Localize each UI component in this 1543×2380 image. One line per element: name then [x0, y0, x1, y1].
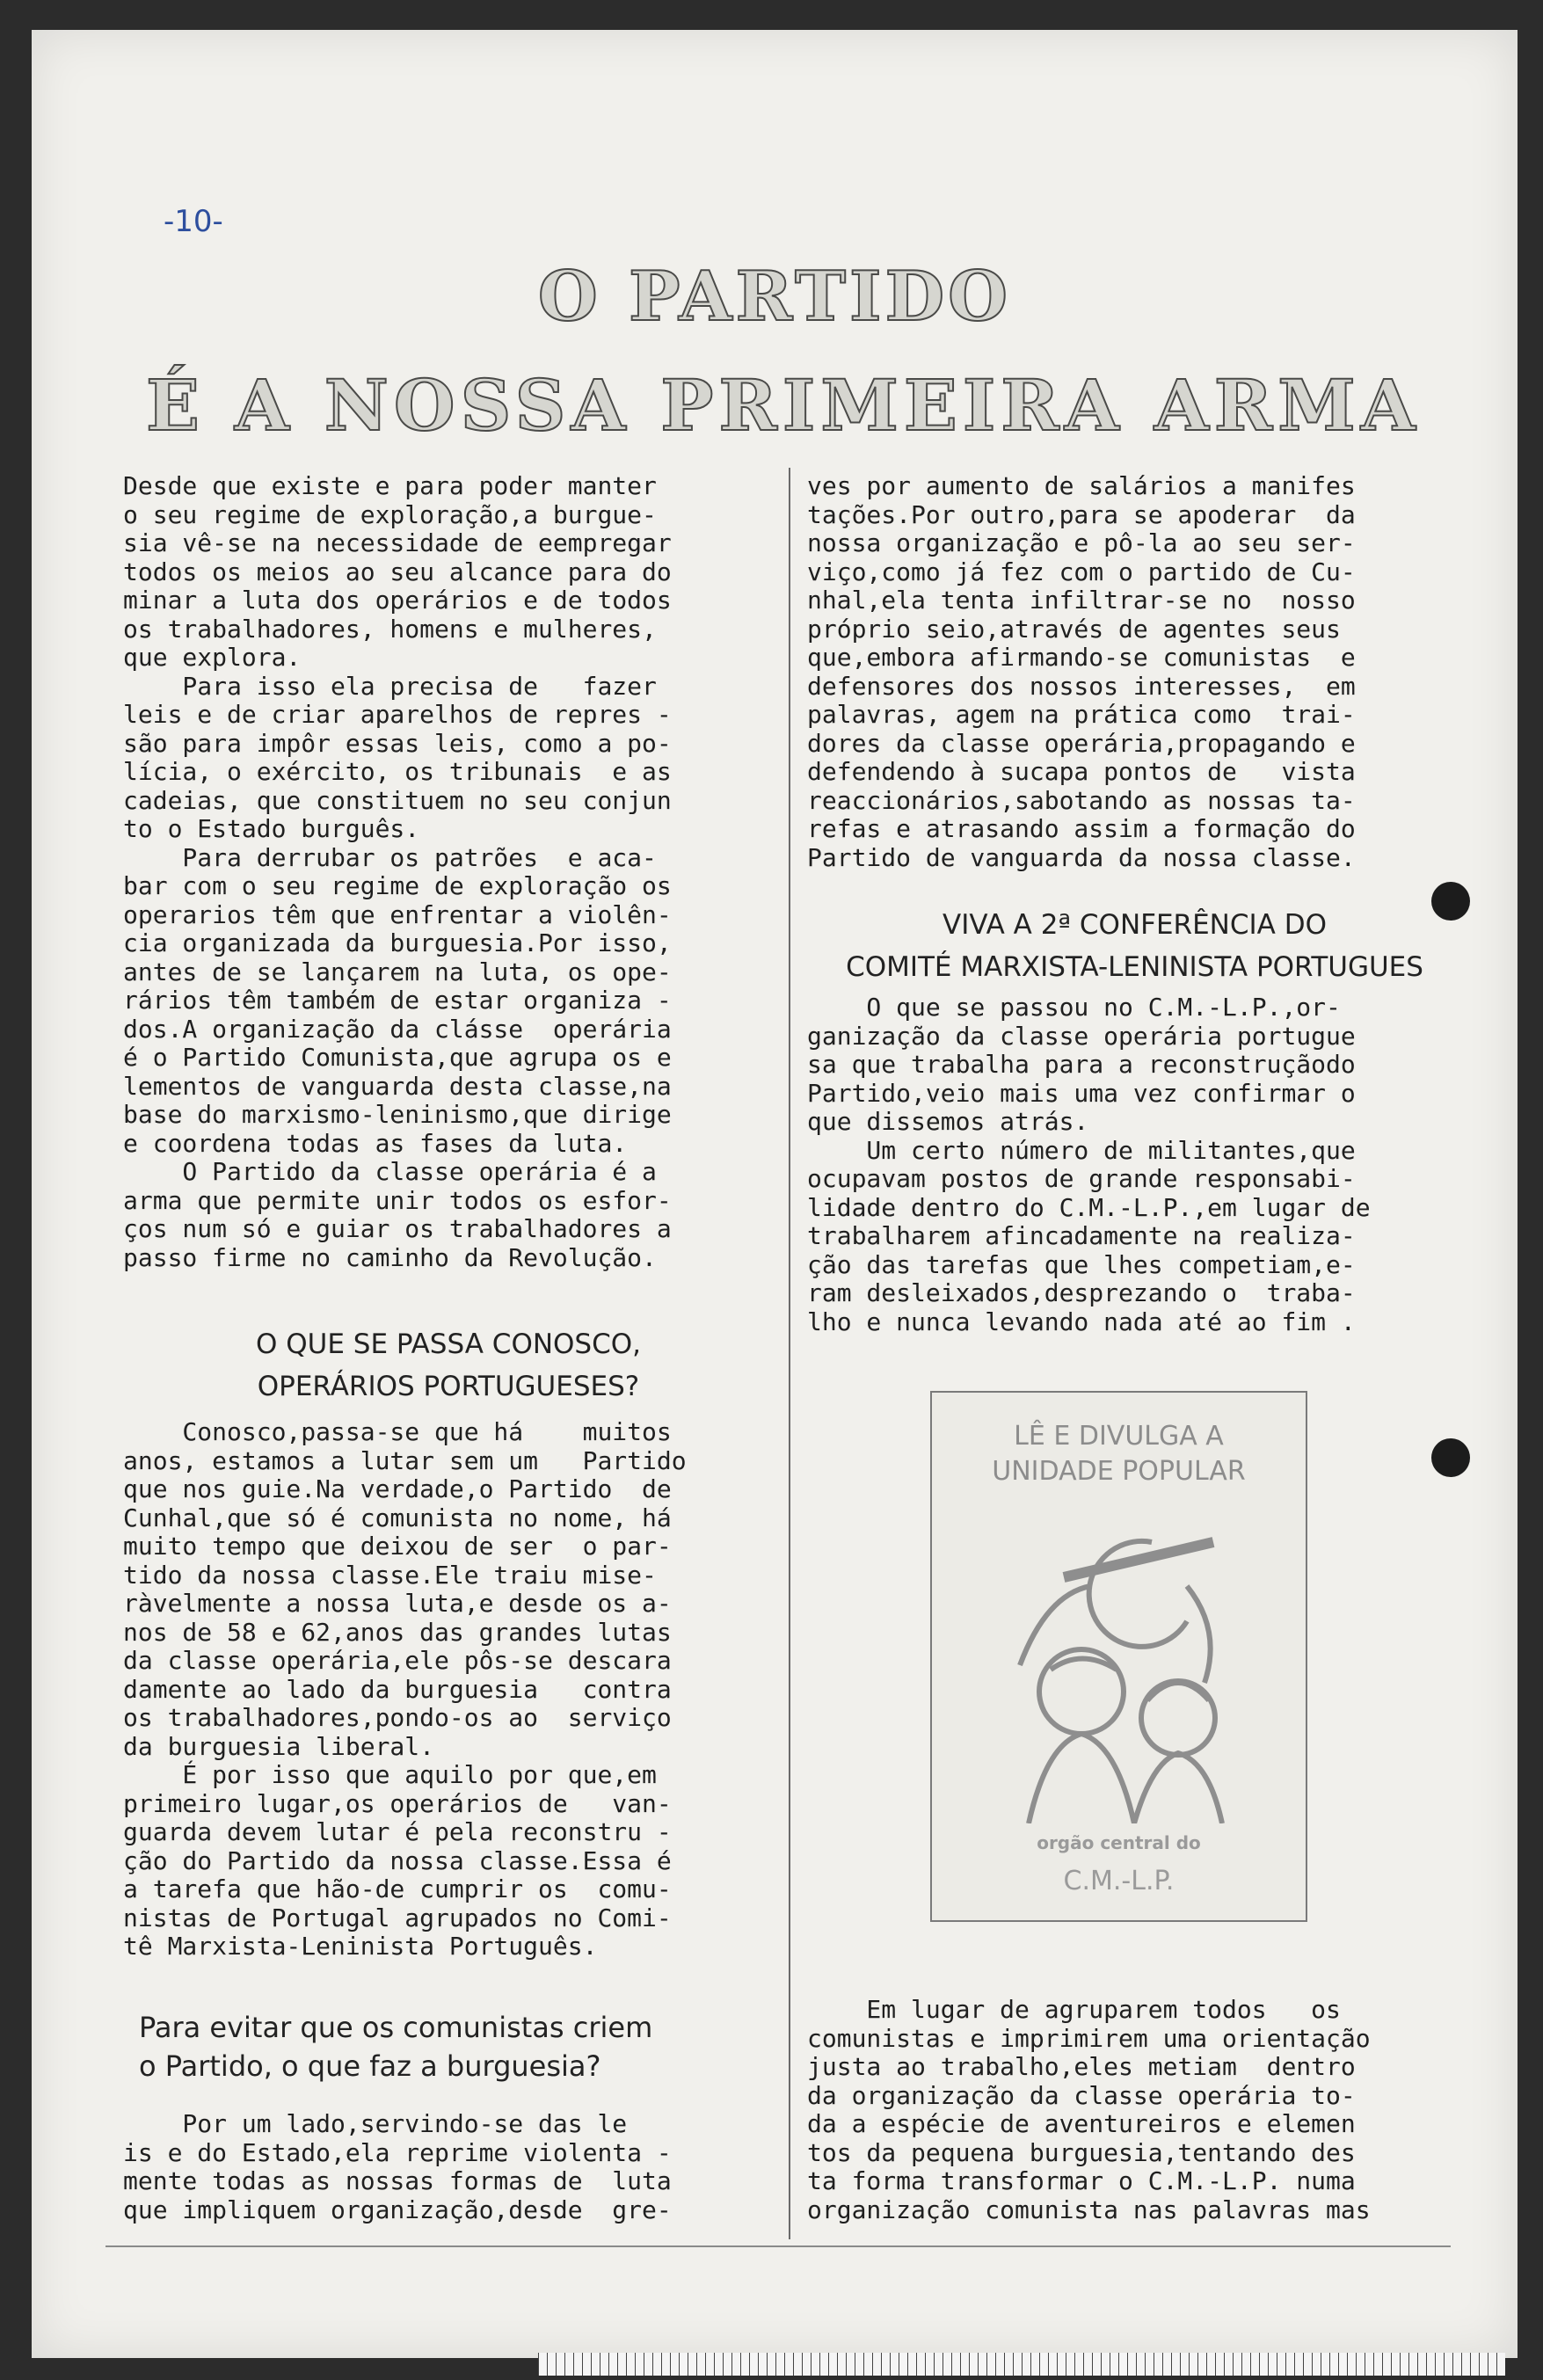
punch-hole-top [1431, 882, 1470, 921]
poster-caption-2: C.M.-L.P. [1063, 1866, 1175, 1896]
heading-left-1: O QUE SE PASSA CONOSCO, OPERÁRIOS PORTUGUESES? [255, 1328, 642, 1402]
poster-stamp [930, 1391, 1307, 1922]
hammer-sickle-figures-illustration [967, 1489, 1270, 1823]
column-divider [789, 468, 790, 2239]
title-line-2: É A NOSSA PRIMEIRA ARMA [146, 364, 1421, 447]
poster-headline: LÊ E DIVULGA A UNIDADE POPULAR [992, 1421, 1246, 1487]
bottom-rule [106, 2245, 1451, 2247]
right-column-text-2: O que se passou no C.M.-L.P.,or- ganização da classe operária portugue sa que trabalha para a reconstruçãodo Partido,veio mais uma vez confirmar o que dissemos atrás. Um certo número de militantes,que ocupavam postos de grande responsabi- lidade dentro do C.M.-L.P.,em lugar de trabalharem afincadamente na realiza- ção das tarefas que lhes competiam,e- ram desleixados,desprezando o traba- lho e nunca levando nada até ao fim . [807, 993, 1371, 1336]
right-column-text-1: ves por aumento de salários a manifes tações.Por outro,para se apoderar da nossa organização e pô-la ao seu ser- viço,como já fez com o partido de Cu- nhal,ela tenta infiltrar-se no nosso próprio seio,através de agentes seus que,embora afirmando-se comunistas e defensores dos nossos interesses, em palavras, agem na prática como trai- dores da classe operária,propagando e defendendo à sucapa pontos de vista reaccionários,sabotando as nossas ta- refas e atrasando assim a formação do Partido de vanguarda da nossa classe. [807, 472, 1356, 872]
poster-caption-1: orgão central do [1037, 1832, 1201, 1853]
heading-left-2: Para evitar que os comunistas criem o Partido, o que faz a burguesia? [139, 2011, 653, 2083]
page-number: -10- [164, 204, 223, 239]
scale-ruler [538, 2353, 1505, 2376]
left-column-text-2: Conosco,passa-se que há muitos anos, estamos a lutar sem um Partido que nos guie.Na verdade,o Partido de Cunhal,que só é comunista no nome, há muito tempo que deixou de ser o par- tido da nossa classe.Ele traiu mise- ràvelmente a nossa luta,e desde os a- nos de 58 e 62,anos das grandes lutas da classe operária,ele pôs-se descara damente ao lado da burguesia contra os trabalhadores,pondo-os ao serviço da burguesia liberal. É por isso que aquilo por que,em primeiro lugar,os operários de van- guarda devem lutar é pela reconstru - ção do Partido da nossa classe.Essa é a tarefa que hão-de cumprir os comu- nistas de Portugal agrupados no Comi- tê Marxista-Leninista Português. [123, 1418, 687, 1961]
left-column-text-1: Desde que existe e para poder manter o seu regime de exploração,a burgue- sia vê-se na necessidade de eempregar todos os meios ao seu alcance para do minar a luta dos operários e de todos os trabalhadores, homens e mulheres, que explora. Para isso ela precisa de fazer leis e de criar aparelhos de repres - são para impôr essas leis, como a po- lícia, o exército, os tribunais e as cadeias, que constituem no seu conjun to o Estado burguês. Para derrubar os patrões e aca- bar com o seu regime de exploração os operarios têm que enfrentar a violên- cia organizada da burguesia.Por isso, antes de se lançarem na luta, os ope- rários têm também de estar organiza - dos.A organização da clásse operária é o Partido Comunista,que agrupa os e lementos de vanguarda desta classe,na base do marxismo-leninismo,que dirige e coordena todas as fases da luta. O Partido da classe operária é a arma que permite unir todos os esfor- ços num só e guiar os trabalhadores a passo firme no caminho da Revolução. [123, 472, 672, 1272]
heading-right: VIVA A 2ª CONFERÊNCIA DO COMITÉ MARXISTA-LENINISTA PORTUGUES [846, 909, 1423, 983]
left-column-text-3: Por um lado,servindo-se das le is e do Estado,ela reprime violenta - mente todas as nossas formas de luta que impliquem organização,desde gre- [123, 2110, 672, 2224]
title-line-1: O PARTIDO [537, 257, 1012, 337]
punch-hole-bottom [1431, 1438, 1470, 1477]
right-column-text-3: Em lugar de agruparem todos os comunistas e imprimirem uma orientação justa ao trabalho,eles metiam dentro da organização da classe operária to- da a espécie de aventureiros e elemen tos da pequena burguesia,tentando des ta forma transformar o C.M.-L.P. numa organização comunista nas palavras mas [807, 1996, 1371, 2224]
